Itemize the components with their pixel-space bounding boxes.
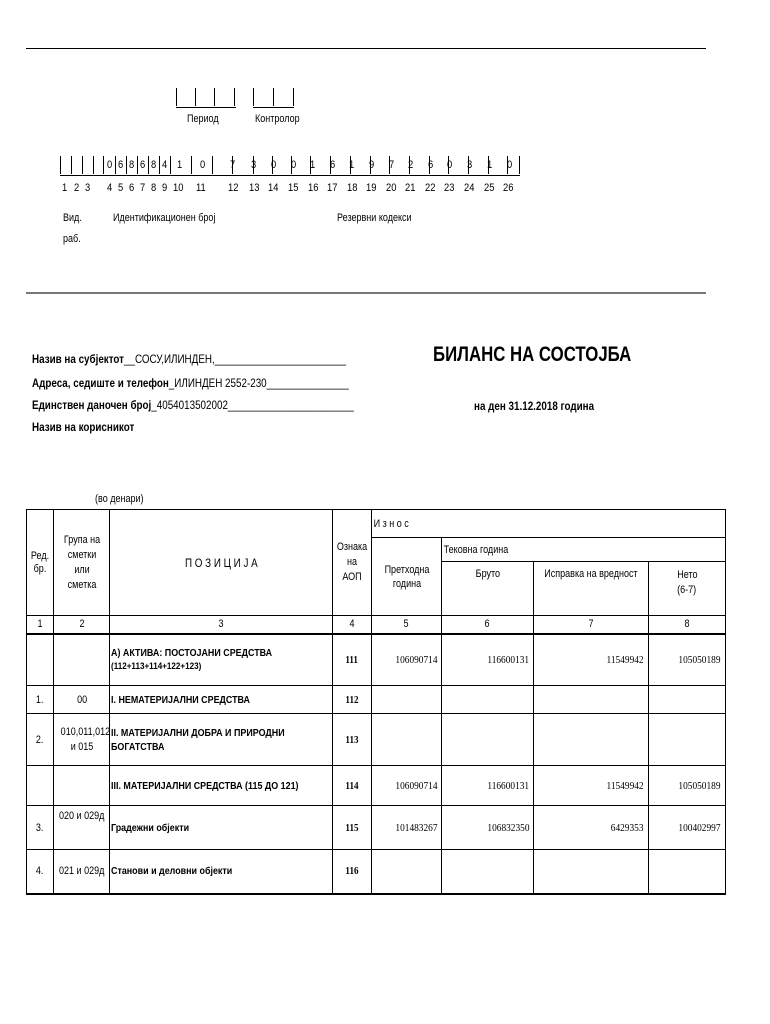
row-aop: 112: [345, 693, 359, 706]
position-number: 21: [405, 182, 416, 194]
header-previous-year: Претходна година: [372, 538, 442, 616]
position-number: 18: [347, 182, 358, 194]
row-no: 2.: [36, 733, 44, 746]
code-digit: 4: [162, 159, 168, 171]
period-boxes: [176, 88, 236, 108]
code-digit: 6: [118, 159, 124, 171]
column-number: 7: [534, 616, 649, 634]
position-number: 19: [366, 182, 377, 194]
row-account: 021 и 029д: [58, 865, 105, 878]
row-position: Градежни објекти: [111, 821, 190, 834]
header-position: П О З И Ц И Ј А: [110, 510, 333, 616]
row-corr: 6429353: [611, 821, 644, 834]
position-number: 12: [228, 182, 239, 194]
code-digit: 2: [408, 159, 414, 171]
subject-address-value: _ИЛИНДЕН 2552-230_______________: [168, 376, 349, 390]
row-gross: 116600131: [487, 779, 530, 792]
section-rule: [26, 292, 706, 294]
row-account: 010,011,012 и 015: [60, 725, 110, 753]
code-digit: 6: [330, 159, 336, 171]
code-digit: 7: [230, 159, 236, 171]
row-prev: 101483267: [394, 821, 438, 834]
row-no: 4.: [36, 865, 44, 878]
position-number: 22: [425, 182, 436, 194]
table-row: [27, 850, 726, 894]
id-number-label: Идентификационен број: [113, 212, 216, 224]
header-account-group: Група на сметки или сметка: [54, 510, 110, 616]
code-digit: 6: [428, 159, 434, 171]
position-number: 24: [464, 182, 475, 194]
position-number: 9: [162, 182, 168, 194]
table-row: [27, 806, 726, 850]
code-digit: 6: [140, 159, 146, 171]
code-digit: 3: [467, 159, 473, 171]
header-gross: Бруто: [442, 562, 534, 616]
row-net: 105050189: [678, 779, 721, 792]
subject-address-row: [32, 376, 349, 390]
row-position: II. МАТЕРИЈАЛНИ ДОБРА И ПРИРОДНИ: [111, 726, 286, 739]
position-number: 15: [288, 182, 299, 194]
column-number: 6: [442, 616, 534, 634]
code-digit: 0: [291, 159, 297, 171]
control-label: Контролор: [255, 113, 300, 125]
subject-name-row: [32, 352, 346, 366]
position-number: 11: [196, 182, 206, 194]
subject-name-value: __СОСУ,ИЛИНДЕН,________________________: [124, 352, 347, 366]
position-number: 8: [151, 182, 157, 194]
row-net: 105050189: [678, 653, 721, 666]
row-aop: 114: [345, 779, 359, 792]
row-aop: 113: [345, 733, 359, 746]
report-date: на ден 31.12.2018 година: [474, 399, 595, 413]
code-digit: 1: [487, 159, 493, 171]
position-number: 1: [62, 182, 68, 194]
row-aop: 115: [345, 821, 359, 834]
code-digit: 0: [200, 159, 206, 171]
subject-name-label: Назив на субјектот: [32, 352, 125, 366]
row-position: А) АКТИВА: ПОСТОЈАНИ СРЕДСТВА: [111, 646, 273, 659]
row-account: 020 и 029д: [58, 810, 105, 822]
subject-user-label: Назив на корисникот: [32, 420, 135, 434]
subject-tax-value: _4054013502002_______________________: [151, 398, 354, 412]
row-gross: 106832350: [486, 821, 530, 834]
code-digit: 9: [369, 159, 375, 171]
header-net: Нето (6-7): [648, 562, 725, 616]
row-position-cont: БОГАТСТВА: [111, 740, 165, 753]
code-digit: 1: [349, 159, 355, 171]
column-number: 5: [372, 616, 442, 634]
column-number: 3: [110, 616, 333, 634]
row-prev: 106090714: [394, 779, 438, 792]
position-number: 20: [386, 182, 397, 194]
position-number: 26: [503, 182, 514, 194]
position-number: 13: [249, 182, 260, 194]
table-row: [27, 634, 726, 686]
header-correction: Исправка на вредност: [534, 562, 649, 616]
column-number: 8: [648, 616, 725, 634]
currency-note: (во денари): [95, 493, 144, 505]
balance-table: [26, 509, 726, 895]
table-row: [27, 766, 726, 806]
position-number: 4: [107, 182, 113, 194]
row-gross: 116600131: [487, 653, 530, 666]
subject-tax-row: [32, 398, 354, 412]
position-number: 3: [85, 182, 91, 194]
header-row-no: Ред. бр.: [27, 510, 54, 616]
code-digit: 0: [107, 159, 113, 171]
code-digit: 8: [151, 159, 157, 171]
subject-address-label: Адреса, седиште и телефон: [32, 376, 169, 390]
position-number: 16: [308, 182, 319, 194]
page-title: БИЛАНС НА СОСТОЈБА: [433, 343, 632, 366]
table-row: [27, 714, 726, 766]
code-digit: 1: [177, 159, 183, 171]
row-aop: 111: [345, 653, 359, 666]
row-position: Станови и деловни објекти: [111, 865, 233, 878]
header-aop: Ознака на АОП: [333, 510, 372, 616]
header-current-year: Тековна година: [442, 538, 726, 562]
column-number: 4: [333, 616, 372, 634]
row-corr: 11549942: [606, 653, 644, 666]
header-amount: И з н о с: [372, 510, 726, 538]
row-net: 100402997: [678, 821, 721, 834]
position-number: 6: [129, 182, 135, 194]
position-number: 10: [173, 182, 184, 194]
position-number: 23: [444, 182, 455, 194]
code-digit: 8: [129, 159, 135, 171]
control-boxes: [253, 88, 294, 108]
subject-tax-label: Единствен даночен број: [32, 398, 152, 412]
position-number: 14: [268, 182, 279, 194]
position-number: 7: [140, 182, 146, 194]
reserve-codes-label: Резервни кодекси: [337, 212, 412, 224]
row-no: 1.: [36, 693, 44, 706]
work-type-label: Вид.: [63, 212, 82, 224]
row-aop: 116: [345, 865, 359, 878]
code-digit: 1: [310, 159, 316, 171]
work-type-label: раб.: [63, 233, 81, 245]
row-position: I. НЕМАТЕРИЈАЛНИ СРЕДСТВА: [111, 693, 251, 706]
row-account: 00: [76, 693, 87, 706]
code-digit: 0: [507, 159, 513, 171]
row-no: 3.: [36, 821, 44, 834]
row-position: III. МАТЕРИЈАЛНИ СРЕДСТВА (115 ДО 121): [111, 779, 299, 792]
code-digit: 0: [447, 159, 453, 171]
row-prev: 106090714: [394, 653, 438, 666]
column-number: 2: [54, 616, 110, 634]
table-row: [27, 686, 726, 714]
column-number: 1: [27, 616, 54, 634]
row-corr: 11549942: [606, 779, 644, 792]
position-number: 17: [327, 182, 338, 194]
code-digit: 0: [271, 159, 277, 171]
position-number: 25: [484, 182, 495, 194]
code-digit: 3: [251, 159, 257, 171]
period-label: Период: [187, 113, 219, 125]
position-number: 5: [118, 182, 124, 194]
top-rule: [26, 48, 706, 49]
row-position-formula: (112+113+114+122+123): [111, 660, 202, 672]
position-number: 2: [74, 182, 80, 194]
code-digit: 7: [389, 159, 395, 171]
